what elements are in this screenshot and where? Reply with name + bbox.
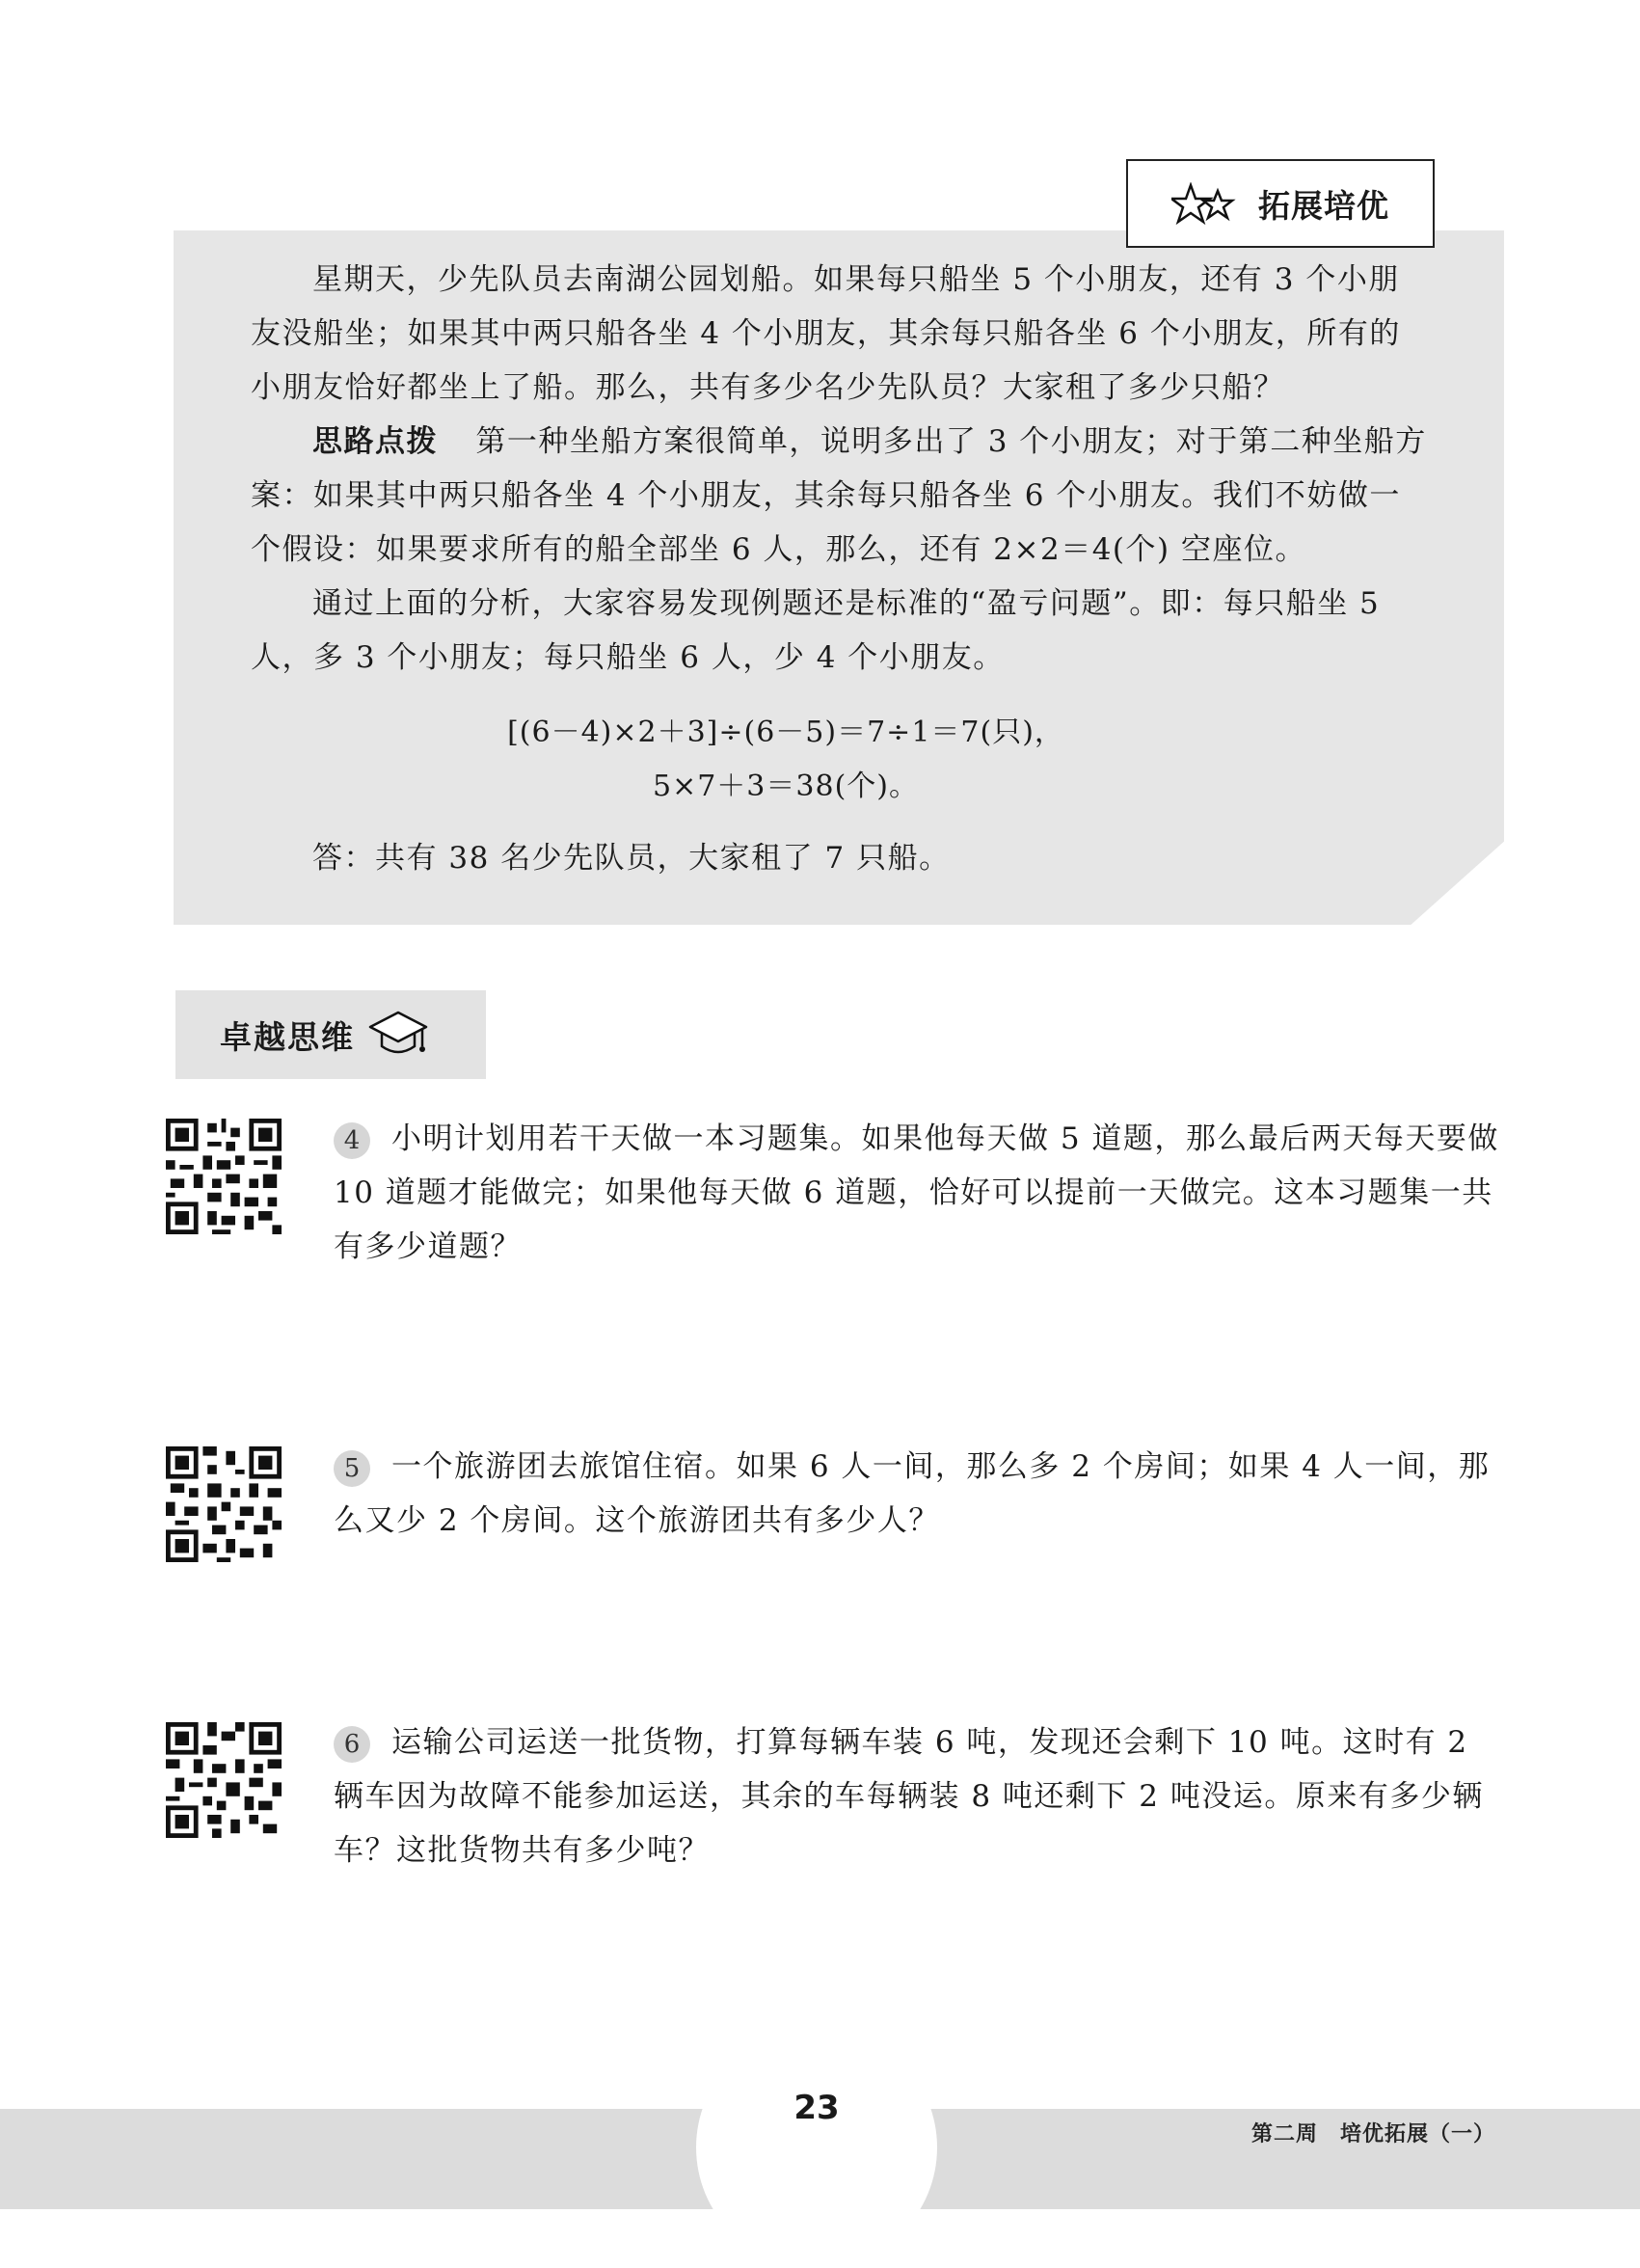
qr-code-icon[interactable] — [166, 1722, 282, 1838]
excellence-section-tab — [175, 990, 486, 1079]
problem-text: 运输公司运送一批货物，打算每辆车装 6 吨，发现还会剩下 10 吨。这时有 2 辆车因为故障不能参加运送，其余的车每辆装 8 吨还剩下 2 吨没运。原来有多少辆车？这批货物共有多少吨？ — [334, 1725, 1484, 1868]
hint-label: 思路点拨 — [312, 424, 438, 459]
problem-5 — [334, 1440, 1505, 1548]
formula-line-1: [(6－4)×2＋3]÷(6－5)＝7÷1＝7(只)， — [507, 716, 1064, 749]
problem-number-badge: 4 — [334, 1122, 370, 1159]
formula-line-2: 5×7＋3＝38(个)。 — [653, 770, 919, 803]
excellence-section-title: 卓越思维 — [220, 1017, 355, 1056]
analysis-paragraph: 通过上面的分析，大家容易发现例题还是标准的“盈亏问题”。即：每只船坐 5 人，多 3 个小朋友；每只船坐 6 人，少 4 个小朋友。 — [251, 586, 1381, 675]
expand-section-header — [1126, 159, 1435, 248]
problem-6 — [334, 1715, 1505, 1877]
qr-code-icon[interactable] — [166, 1119, 282, 1234]
expand-section-title: 拓展培优 — [1258, 186, 1389, 225]
problem-number-badge: 6 — [334, 1726, 370, 1763]
hint-text: 第一种坐船方案很简单，说明多出了 3 个小朋友；对于第二种坐船方案：如果其中两只船各坐 4 个小朋友，其余每只船各坐 6 个小朋友。我们不妨做一个假设：如果要求所有的船全部坐 6 人，那么，还有 2×2＝4(个) 空座位。 — [251, 424, 1427, 567]
problem-number-badge: 5 — [334, 1450, 370, 1487]
problem-text: 小明计划用若干天做一本习题集。如果他每天做 5 道题，那么最后两天每天要做 10 道题才能做完；如果他每天做 6 道题，恰好可以提前一天做完。这本习题集一共有多少道题？ — [334, 1121, 1499, 1264]
hint-paragraph — [251, 415, 1427, 577]
qr-code-icon[interactable] — [166, 1446, 282, 1562]
problem-4 — [334, 1112, 1505, 1274]
page-number: 23 — [793, 2089, 840, 2127]
example-problem: 星期天，少先队员去南湖公园划船。如果每只船坐 5 个小朋友，还有 3 个小朋友没船坐；如果其中两只船各坐 4 个小朋友，其余每只船各坐 6 个小朋友，所有的小朋友恰好都坐上了船。那么，共有多少名少先队员？大家租了多少只船？ — [251, 262, 1401, 405]
graduation-cap-icon — [368, 1010, 428, 1060]
footer-section-label: 第二周 培优拓展（一） — [1250, 2122, 1495, 2146]
page-number-circle — [696, 2027, 937, 2268]
double-star-icon — [1171, 182, 1241, 225]
answer-text: 答：共有 38 名少先队员，大家租了 7 只船。 — [312, 841, 951, 876]
problem-text: 一个旅游团去旅馆住宿。如果 6 人一间，那么多 2 个房间；如果 4 人一间，那么又少 2 个房间。这个旅游团共有多少人？ — [334, 1449, 1491, 1538]
